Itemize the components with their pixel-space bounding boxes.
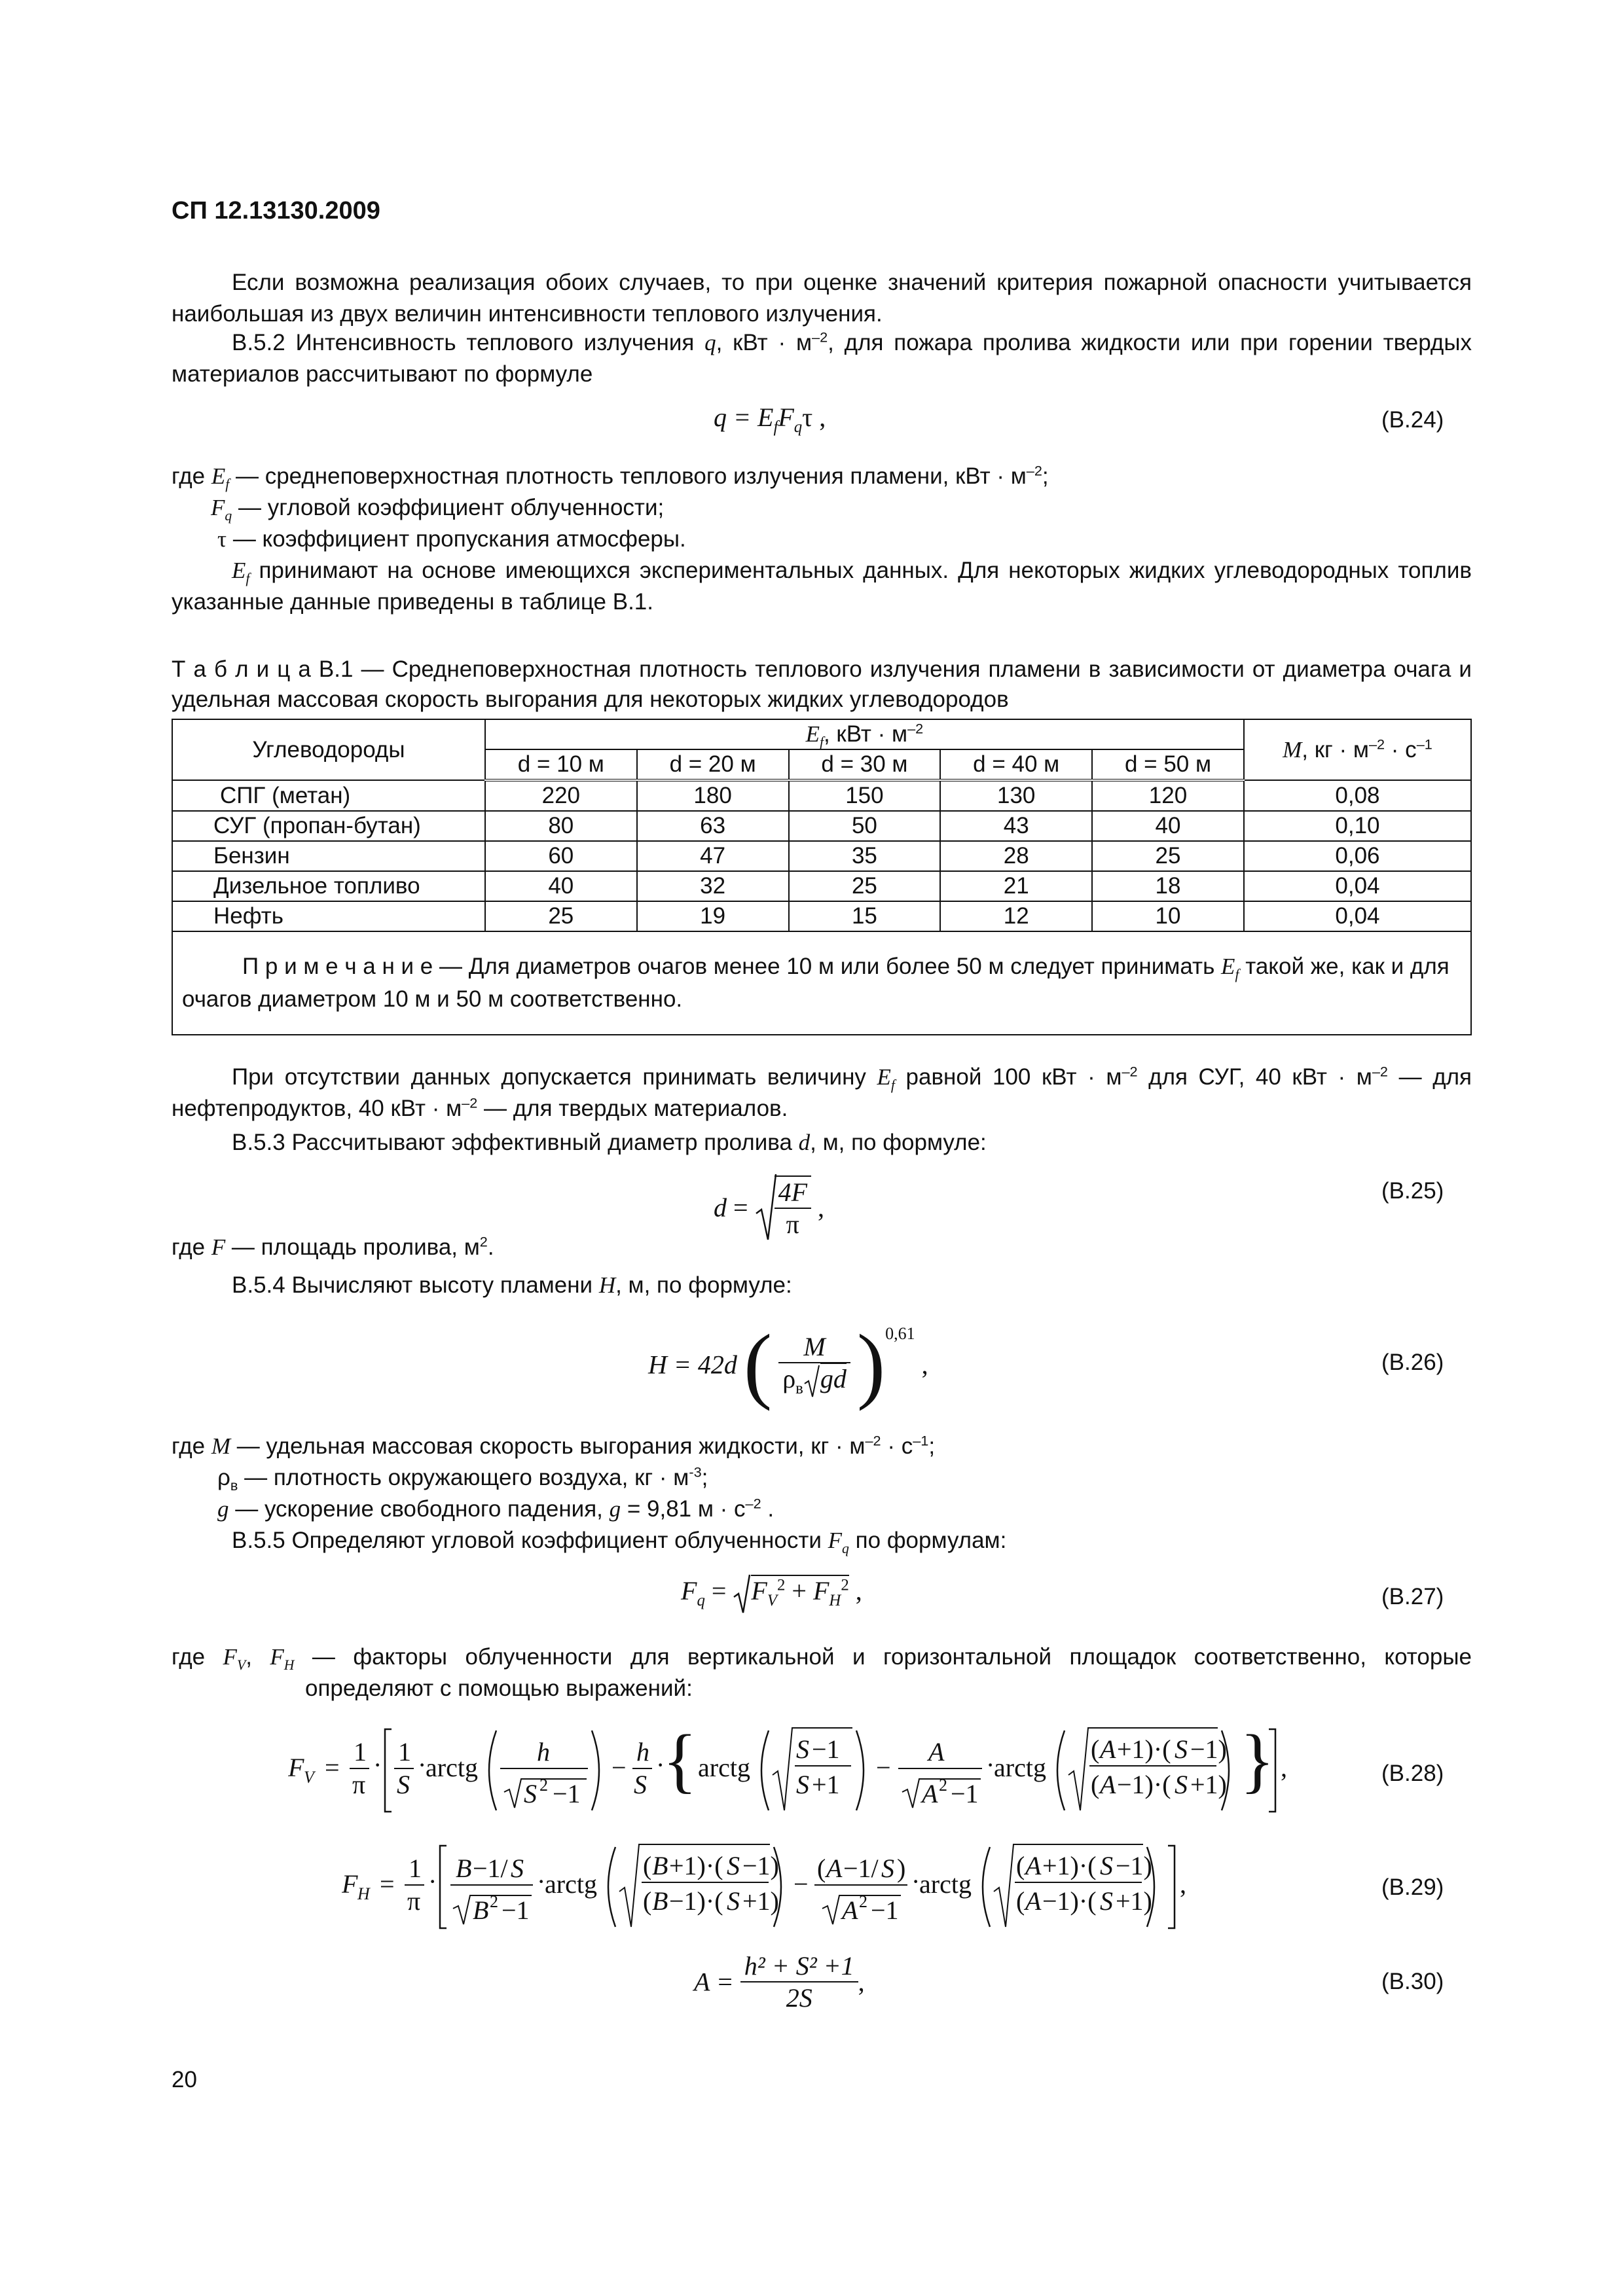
svg-text:F: F xyxy=(342,1869,358,1899)
svg-text:2: 2 xyxy=(859,1892,867,1911)
svg-text:(: ( xyxy=(1091,1734,1100,1764)
row-name: Дизельное топливо xyxy=(172,871,485,901)
table-cell: 25 xyxy=(485,901,637,931)
section-b55-paragraph: В.5.5 Определяют угловой коэффициент облученности $F_q$ по формулам: xyxy=(232,1528,1007,1556)
svg-text:}: } xyxy=(1240,1720,1275,1800)
where-item-tau: τ — коэффициент пропускания атмосферы. xyxy=(217,526,686,552)
where-item-f: где F — площадь пролива, $м^2$. xyxy=(172,1233,494,1260)
table-cell: 21 xyxy=(940,871,1092,901)
after-table-paragraph: При отсутствии данных допускается принимать величину $E_f$ равной 100 кВт · $м^{-2}$ для СУГ, 40 кВт · $м^{-2}$ — для нефтепродуктов, 40 кВт · $м^{-2}$ — для твердых материалов. xyxy=(172,1063,1472,1121)
row-name: Нефть xyxy=(172,901,485,931)
equation-number-b27: (В.27) xyxy=(1381,1584,1444,1609)
table-cell: 25 xyxy=(1092,841,1244,871)
table-row xyxy=(172,901,1471,931)
svg-text:−: − xyxy=(793,1869,809,1899)
diameter-header: d = 30 м xyxy=(789,749,941,780)
svg-text:A: A xyxy=(928,1737,945,1767)
svg-text:(: ( xyxy=(817,1854,826,1883)
where-list-1 xyxy=(172,461,1472,618)
svg-text:2: 2 xyxy=(939,1776,947,1795)
svg-text:S: S xyxy=(796,1770,809,1799)
table-row xyxy=(172,871,1471,901)
table-cell: 50 xyxy=(789,811,941,841)
formula-b27: $F_q = F_V^2 + F_H^2$ , xyxy=(681,1573,862,1614)
equation-number-b28: (В.28) xyxy=(1381,1761,1444,1786)
svg-text:A: A xyxy=(1025,1851,1042,1880)
svg-text:+1)·(: +1)·( xyxy=(1042,1851,1097,1880)
svg-text:A: A xyxy=(1025,1886,1042,1916)
table-cell: 0,08 xyxy=(1244,780,1471,811)
svg-text:+1: +1 xyxy=(812,1770,840,1799)
svg-text:+1)·(: +1)·( xyxy=(669,1851,723,1880)
where-item-fv-fh: где $F_V$, $F_H$ — факторы облученности для вертикальной и горизонтальной площадок соответственно, которые определяют с помощью выражений: xyxy=(172,1644,1472,1701)
table-cell: 47 xyxy=(637,841,789,871)
table-cell: 32 xyxy=(637,871,789,901)
diameter-header: d = 40 м xyxy=(940,749,1092,780)
table-cell: 120 xyxy=(1092,780,1244,811)
svg-text:V: V xyxy=(304,1768,314,1787)
svg-text:−1: −1 xyxy=(553,1779,581,1808)
svg-text:·: · xyxy=(418,1750,427,1780)
svg-text:−1: −1 xyxy=(501,1895,530,1925)
document-header: СП 12.13130.2009 xyxy=(172,197,380,224)
svg-text:S: S xyxy=(796,1734,809,1764)
svg-text:B: B xyxy=(473,1895,489,1925)
svg-text:A: A xyxy=(922,1779,938,1808)
table-cell: 0,04 xyxy=(1244,871,1471,901)
where-item-ef: где $E_f$ — среднеповерхностная плотность теплового излучения пламени, кВт · $м^{-2}$; xyxy=(172,462,1049,492)
svg-text:A: A xyxy=(842,1895,858,1925)
svg-text:+1): +1) xyxy=(1190,1770,1227,1799)
svg-text:−1)·(: −1)·( xyxy=(1117,1770,1171,1799)
svg-text:1: 1 xyxy=(409,1854,422,1883)
table-cell: 0,06 xyxy=(1244,841,1471,871)
table-cell: 28 xyxy=(940,841,1092,871)
table-cell: 150 xyxy=(789,780,941,811)
svg-text:A: A xyxy=(1100,1734,1116,1764)
formula-b24: $q = E_fF_q\tau$ , xyxy=(714,403,826,436)
svg-text:B: B xyxy=(456,1854,472,1883)
where-item-m: где M — удельная массовая скорость выгорания жидкости, кг · $м^{-2} \cdot с^{-1}$; xyxy=(172,1432,936,1459)
svg-text:S: S xyxy=(1100,1851,1113,1880)
table-cell: 19 xyxy=(637,901,789,931)
svg-text:(: ( xyxy=(1091,1770,1100,1799)
svg-text:·: · xyxy=(428,1867,437,1896)
table-cell: 25 xyxy=(789,871,941,901)
radical-sign xyxy=(755,1173,777,1242)
svg-text:,: , xyxy=(1180,1869,1186,1899)
svg-text:S: S xyxy=(881,1854,894,1883)
table-cell: 43 xyxy=(940,811,1092,841)
svg-text:−1)·(: −1)·( xyxy=(669,1886,723,1916)
burning-rate-table xyxy=(172,719,1472,1035)
table-cell: 18 xyxy=(1092,871,1244,901)
svg-text:−1/: −1/ xyxy=(473,1854,508,1883)
svg-text:S: S xyxy=(397,1770,410,1799)
page-number: 20 xyxy=(172,2067,197,2092)
svg-text:·: · xyxy=(373,1750,382,1780)
svg-text:(: ( xyxy=(1016,1886,1025,1916)
table-caption: Т а б л и ц а В.1 — Среднеповерхностная плотность теплового излучения пламени в зависимости от диаметра очага и удельная массовая скорость выгорания для некоторых жидких углеводородов xyxy=(172,656,1472,712)
table-cell: 80 xyxy=(485,811,637,841)
svg-text:−1): −1) xyxy=(1116,1851,1152,1880)
svg-text:F: F xyxy=(288,1753,304,1782)
svg-text:h: h xyxy=(537,1737,550,1767)
where-item-rho: $\rho_в$ — плотность окружающего воздуха, кг · $м^{-3}$; xyxy=(217,1463,708,1494)
svg-text:−1): −1) xyxy=(742,1851,779,1880)
svg-text:−: − xyxy=(876,1753,891,1782)
svg-text:S: S xyxy=(524,1779,537,1808)
header-ef: $E_f$, кВт · $м^{-2}$ xyxy=(485,719,1244,749)
table-cell: 220 xyxy=(485,780,637,811)
svg-text:−1: −1 xyxy=(871,1895,899,1925)
svg-text:2: 2 xyxy=(490,1892,498,1911)
svg-text:·: · xyxy=(986,1750,995,1780)
diameter-header: d = 50 м xyxy=(1092,749,1244,780)
row-name: СПГ (метан) xyxy=(172,780,485,811)
svg-text:=: = xyxy=(325,1753,340,1782)
intro-paragraph: Если возможна реализация обоих случаев, то при оценке значений критерия пожарной опасности учитывается наибольшая из двух величин интенсивности теплового излучения. xyxy=(172,270,1472,327)
svg-text:1: 1 xyxy=(354,1737,367,1767)
svg-text:S: S xyxy=(727,1851,740,1880)
svg-text:,: , xyxy=(1281,1753,1287,1782)
table-row xyxy=(172,780,1471,811)
ef-paragraph: $E_f$ принимают на основе имеющихся экспериментальных данных. Для некоторых жидких углеводородных топлив указанные данные приведены в таблице В.1. xyxy=(172,558,1472,615)
svg-text:+1): +1) xyxy=(742,1886,779,1916)
formula-b25: d = $\frac{4F}{\pi}$ , xyxy=(714,1173,824,1242)
table-row xyxy=(172,841,1471,871)
svg-text:S: S xyxy=(1175,1770,1188,1799)
svg-text:(: ( xyxy=(643,1851,652,1880)
svg-text:(: ( xyxy=(643,1886,652,1916)
svg-text:S: S xyxy=(1100,1886,1113,1916)
equation-number-b25: (В.25) xyxy=(1381,1178,1444,1204)
svg-text:−1/: −1/ xyxy=(843,1854,879,1883)
svg-text:{: { xyxy=(663,1720,697,1800)
where-item-fq: $F_q$ — угловой коэффициент облученности; xyxy=(211,495,665,524)
table-cell: 63 xyxy=(637,811,789,841)
svg-text:·: · xyxy=(911,1867,921,1896)
equation-number-b24: (В.24) xyxy=(1381,407,1444,433)
table-cell: 0,10 xyxy=(1244,811,1471,841)
svg-text:A: A xyxy=(1100,1770,1116,1799)
svg-text:+1): +1) xyxy=(1116,1886,1152,1916)
svg-text:·: · xyxy=(537,1867,546,1896)
svg-text:S: S xyxy=(511,1854,524,1883)
where-item-g: g — ускорение свободного падения, g = 9,81 $м \cdot с^{-2}$ . xyxy=(217,1495,775,1522)
diameter-header: d = 10 м xyxy=(485,749,637,780)
table-cell: 15 xyxy=(789,901,941,931)
svg-text:1: 1 xyxy=(398,1737,411,1767)
table-row xyxy=(172,811,1471,841)
svg-text:−1)·(: −1)·( xyxy=(1042,1886,1097,1916)
svg-text:arctg: arctg xyxy=(994,1753,1046,1782)
equation-number-b30: (В.30) xyxy=(1381,1969,1444,1994)
svg-text:=: = xyxy=(380,1869,395,1899)
equation-number-b29: (В.29) xyxy=(1381,1874,1444,1900)
svg-text:arctg: arctg xyxy=(919,1869,972,1899)
svg-text:arctg: arctg xyxy=(698,1753,750,1782)
svg-text:π: π xyxy=(352,1770,366,1799)
svg-text:−: − xyxy=(611,1753,627,1782)
svg-text:·: · xyxy=(656,1750,665,1780)
svg-text:S: S xyxy=(1175,1734,1188,1764)
table-cell: 40 xyxy=(485,871,637,901)
svg-text:2: 2 xyxy=(539,1776,548,1795)
section-b52-paragraph: В.5.2 Интенсивность теплового излучения q, кВт · $м^{-2}$, для пожара пролива жидкости или при горении твердых материалов рассчитывают по формуле xyxy=(172,329,1472,387)
formula-b29 xyxy=(342,1839,1324,1937)
header-hydrocarbons: Углеводороды xyxy=(172,719,485,780)
formula-b28 xyxy=(288,1716,1309,1827)
row-name: СУГ (пропан-бутан) xyxy=(172,811,485,841)
table-cell: 130 xyxy=(940,780,1092,811)
section-b54-paragraph: В.5.4 Вычисляют высоту пламени H, м, по формуле: xyxy=(232,1272,792,1298)
header-m: M, кг · $м^{-2} \cdot с^{-1}$ xyxy=(1244,719,1471,780)
formula-b26: H = 42d ( $\frac{M}{\rho_в gd}$ )$^{0,61}$ , xyxy=(648,1318,928,1412)
svg-text:arctg: arctg xyxy=(426,1753,478,1782)
svg-text:H: H xyxy=(357,1884,370,1903)
svg-text:+1)·(: +1)·( xyxy=(1117,1734,1171,1764)
table-note: П р и м е ч а н и е — Для диаметров очагов менее 10 м или более 50 м следует принимать $E_f$ такой же, как и для очагов диаметром 10 м и 50 м соответственно. xyxy=(172,931,1471,1035)
radical-sign xyxy=(803,1364,820,1398)
equation-number-b26: (В.26) xyxy=(1381,1350,1444,1375)
svg-text:(: ( xyxy=(1016,1851,1025,1880)
table-cell: 40 xyxy=(1092,811,1244,841)
svg-text:B: B xyxy=(652,1851,668,1880)
table-cell: 35 xyxy=(789,841,941,871)
table-cell: 0,04 xyxy=(1244,901,1471,931)
diameter-header: d = 20 м xyxy=(637,749,789,780)
svg-text:S: S xyxy=(727,1886,740,1916)
svg-text:π: π xyxy=(407,1886,421,1916)
svg-text:arctg: arctg xyxy=(545,1869,597,1899)
svg-text:−1: −1 xyxy=(951,1779,979,1808)
radical-sign xyxy=(733,1573,751,1614)
table-cell: 60 xyxy=(485,841,637,871)
table-cell: 12 xyxy=(940,901,1092,931)
svg-text:): ) xyxy=(897,1854,906,1883)
formula-b30: A = $\frac{\text{h² + S² +1}}{2S}$ , xyxy=(694,1951,865,2013)
svg-text:B: B xyxy=(652,1886,668,1916)
table-cell: 180 xyxy=(637,780,789,811)
row-name: Бензин xyxy=(172,841,485,871)
svg-text:−1: −1 xyxy=(812,1734,840,1764)
svg-text:h: h xyxy=(636,1737,649,1767)
svg-text:A: A xyxy=(826,1854,843,1883)
svg-text:−1): −1) xyxy=(1190,1734,1227,1764)
section-b53-paragraph: В.5.3 Рассчитывают эффективный диаметр пролива d, м, по формуле: xyxy=(232,1130,987,1155)
svg-text:S: S xyxy=(634,1770,647,1799)
where-list-3 xyxy=(172,1431,1472,1556)
table-cell: 10 xyxy=(1092,901,1244,931)
